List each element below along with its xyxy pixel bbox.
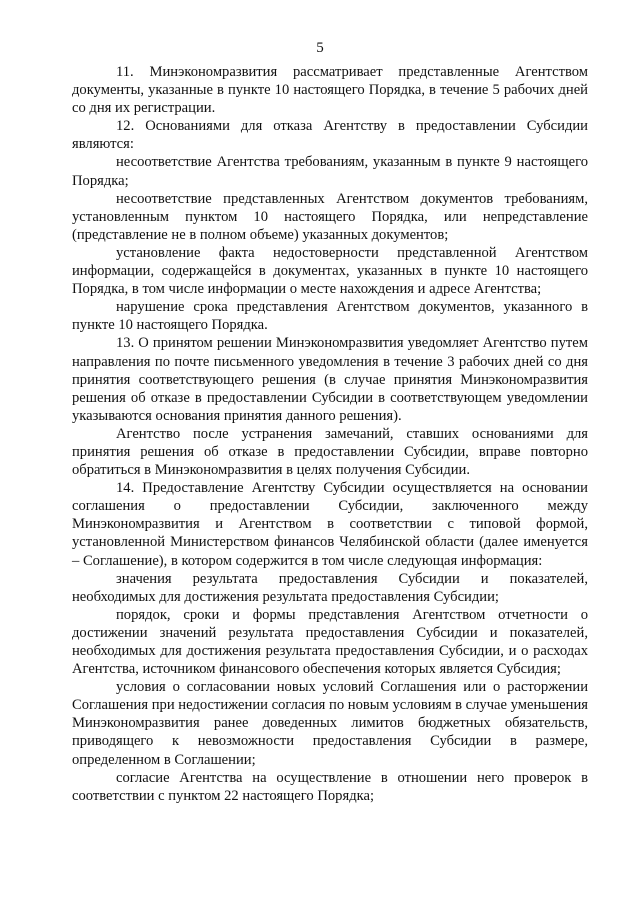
paragraph-12-item-4: нарушение срока представления Агентством документов, указанного в пункте 10 настоящего Порядка.	[72, 299, 588, 334]
page-number: 5	[316, 40, 324, 56]
paragraph-14-item-1: значения результата предоставления Субсидии и показателей, необходимых для достижения результата предоставления Субсидии;	[72, 570, 588, 605]
paragraph-11: 11. Минэкономразвития рассматривает представленные Агентством документы, указанные в пункте 10 настоящего Порядка, в течение 5 рабочих дней со дня их регистрации.	[72, 64, 588, 117]
paragraph-14: 14. Предоставление Агентству Субсидии осуществляется на основании соглашения о предоставлении Субсидии, заключенного между Минэкономразвития и Агентством в соответствии с типовой формой, установленной Министерством финансов Челябинской области (далее именуется – Соглашение), в котором содержится в том числе следующая информация:	[72, 480, 588, 569]
paragraph-12-item-2: несоответствие представленных Агентством документов требованиям, установленным пунктом 10 настоящего Порядка, или непредставление (представление не в полном объеме) указанных документов;	[72, 190, 588, 243]
paragraph-14-item-3: условия о согласовании новых условий Соглашения или о расторжении Соглашения при недостижении согласия по новым условиям в случае уменьшения Минэкономразвития ранее доведенных лимитов бюджетных обязательств, приводящего к невозможности предоставления Субсидии в размере, определенном в Соглашении;	[72, 679, 588, 768]
paragraph-14-item-4: согласие Агентства на осуществление в отношении него проверок в соответствии с пунктом 22 настоящего Порядка;	[72, 769, 588, 804]
paragraph-12-item-1: несоответствие Агентства требованиям, указанным в пункте 9 настоящего Порядка;	[72, 154, 588, 189]
paragraph-14-item-2: порядок, сроки и формы представления Агентством отчетности о достижении значений результата предоставления Субсидии и показателей, необходимых для достижения результата предоставления Субсидии, и о расходах Агентства, источником финансового обеспечения которых является Субсидия;	[72, 606, 588, 678]
paragraph-12-item-3: установление факта недостоверности представленной Агентством информации, содержащейся в документах, указанных в пункте 10 настоящего Порядка, в том числе информации о месте нахождения и адресе Агентства;	[72, 244, 588, 298]
paragraph-12: 12. Основаниями для отказа Агентству в предоставлении Субсидии являются:	[72, 118, 588, 153]
paragraph-13-continued: Агентство после устранения замечаний, ставших основаниями для принятия решения об отказе в предоставлении Субсидии, вправе повторно обратиться в Минэкономразвития в целях получения Субсидии.	[72, 425, 588, 479]
paragraph-13: 13. О принятом решении Минэкономразвития уведомляет Агентство путем направления по почте письменного уведомления в течение 3 рабочих дней со дня принятия соответствующего решения (в случае принятия Минэкономразвития решения об отказе в предоставлении Субсидии в соответствующем уведомлении указываются основания принятия данного решения).	[72, 335, 588, 424]
document-body	[72, 63, 588, 805]
